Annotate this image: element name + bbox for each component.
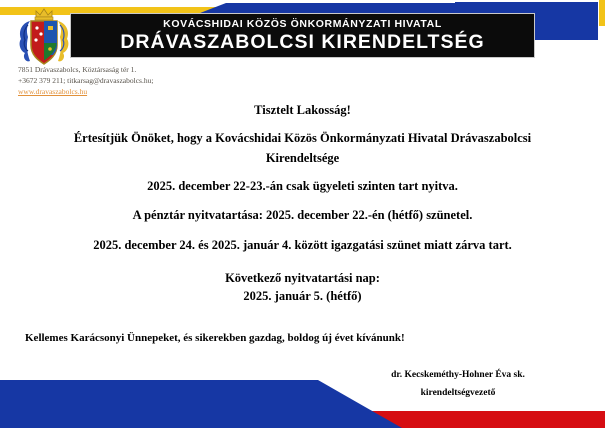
contact-phone-email: +3672 379 211; titkarsag@dravaszabolcs.hu; [18, 76, 154, 85]
website-link[interactable]: www.dravaszabolcs.hu [18, 87, 88, 96]
next-open-label: Következő nyitvatartási nap: [225, 271, 380, 285]
contact-address: 7851 Drávaszabolcs, Köztársaság tér 1. [18, 65, 137, 74]
signature-name: dr. Kecskeméthy-Hohner Éva sk. [391, 370, 525, 380]
header-title-bar [70, 13, 535, 58]
intro-line-2: Kirendeltsége [265, 151, 340, 165]
signature-title: kirendeltségvezető [420, 388, 496, 398]
salutation: Tisztelt Lakosság! [254, 103, 351, 117]
duty-notice: 2025. december 22-23.-án csak ügyeleti szinten tart nyitva. [147, 179, 458, 193]
coat-of-arms-icon [14, 7, 74, 69]
top-navy-stripe [200, 3, 460, 13]
next-open-date: 2025. január 5. (hétfő) [243, 289, 362, 303]
top-right-yellow-mark [599, 0, 605, 26]
signature-block [358, 366, 558, 402]
branch-name: DRÁVASZABOLCSI KIRENDELTSÉG [120, 31, 485, 53]
bottom-blue-banner [0, 380, 402, 428]
cashier-notice: A pénztár nyitvatartása: 2025. december 22.-én (hétfő) szünetel. [132, 208, 473, 222]
org-name: KOVÁCSHIDAI KÖZÖS ÖNKORMÁNYZATI HIVATAL [163, 18, 442, 30]
holiday-greeting: Kellemes Karácsonyi Ünnepeket, és sikerekben gazdag, boldog új évet kívánunk! [25, 332, 405, 344]
intro-line-1: Értesítjük Önöket, hogy a Kovácshidai Közös Önkormányzati Hivatal Drávaszabolcsi [73, 131, 532, 145]
closed-notice: 2025. december 24. és 2025. január 4. között igazgatási szünet miatt zárva tart. [93, 238, 512, 252]
